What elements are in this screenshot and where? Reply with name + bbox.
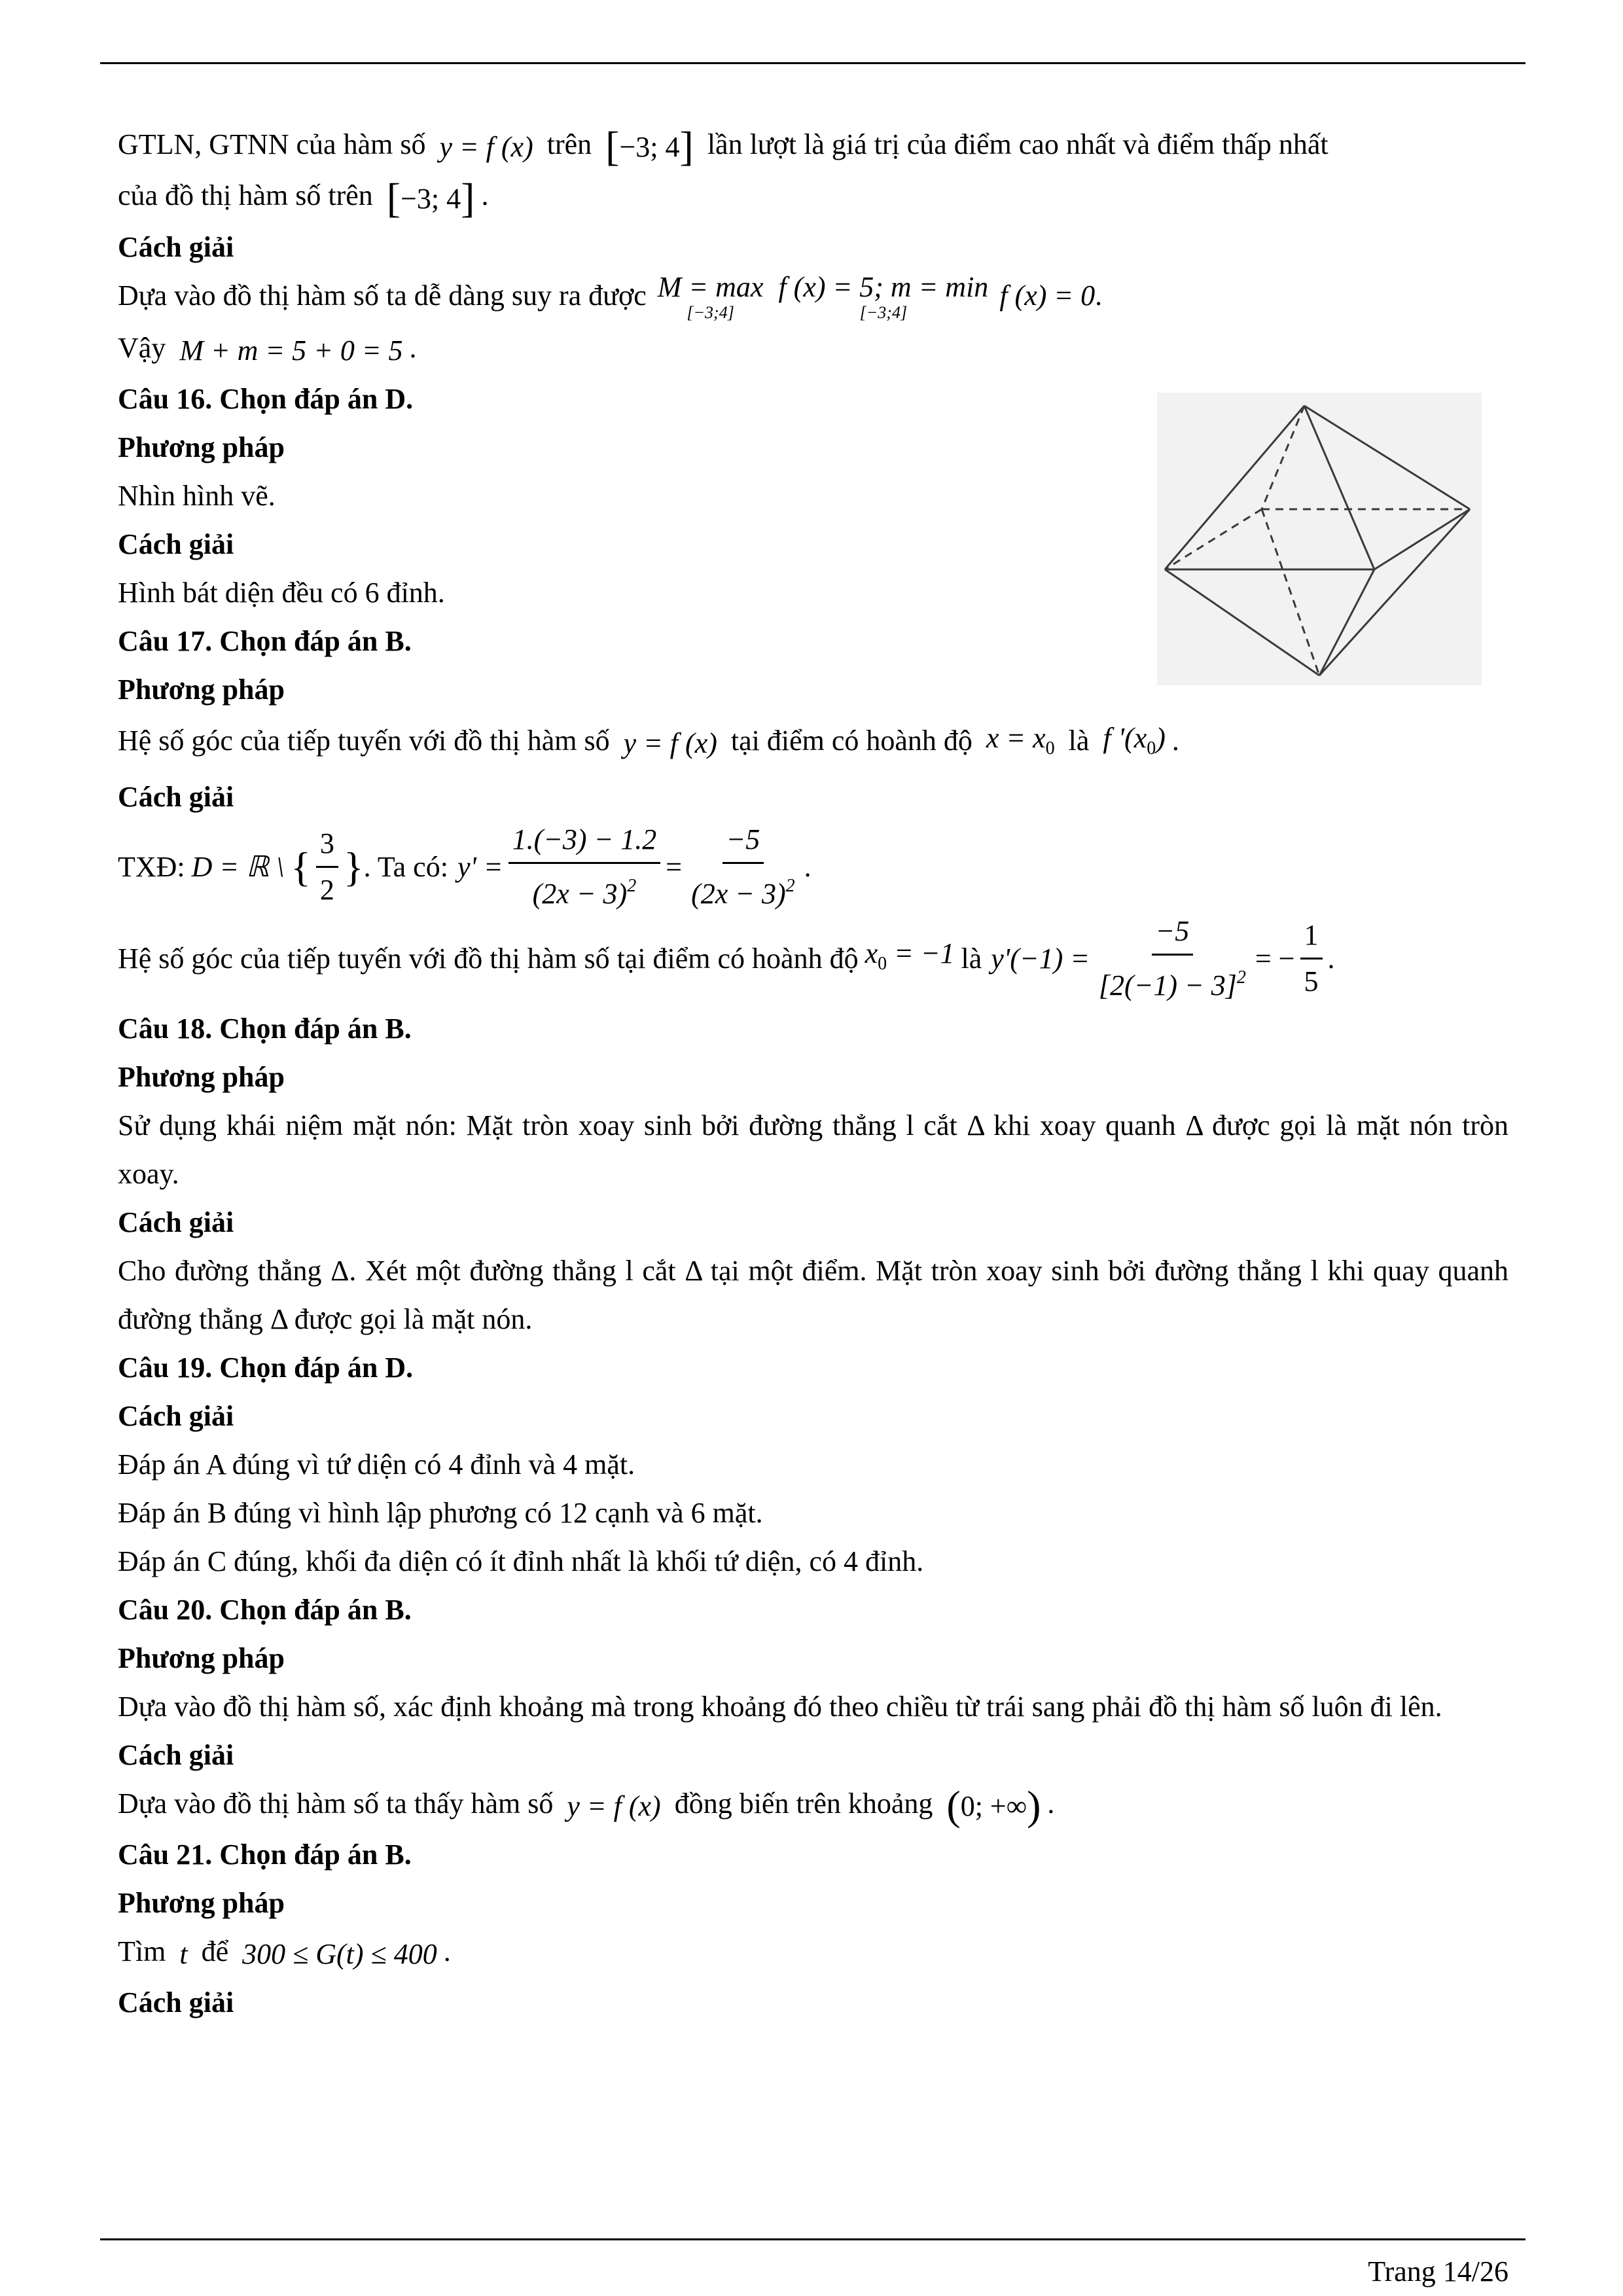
- math-domain: D = ℝ \: [191, 850, 285, 883]
- math-value: f (x) = 0: [999, 279, 1096, 312]
- q18-method: Sử dụng khái niệm mặt nón: Mặt tròn xoay sinh bởi đường thẳng l cắt Δ khi xoay quanh Δ được gọi là mặt nón tròn xoay.: [118, 1109, 1508, 1190]
- q19-title: Câu 19. Chọn đáp án D.: [118, 1351, 414, 1384]
- q19-option-a: Đáp án A đúng vì tứ diện có 4 đỉnh và 4 mặt.: [118, 1448, 635, 1480]
- q16-solution: Hình bát diện đều có 6 đỉnh.: [118, 576, 445, 609]
- math-yprime-at: y'(−1) =: [991, 942, 1090, 975]
- text: . Ta có:: [363, 850, 448, 883]
- heading-cach-giai: Cách giải: [118, 780, 234, 813]
- page-content: GTLN, GTNN của hàm số y = f (x) trên [−3; 4] lần lượt là giá trị của điểm cao nhất và điểm thấp nhất của đồ thị hàm số trên [−3; 4] . Cách giải Dựa vào đồ thị hàm số ta dễ dàng suy ra được M = max [−3;4] f (x) = 5; m = min [−3;4] f (x) = 0. Vậy M + m = 5 + 0 = 5 . Câu 16. Chọn đáp án D. Phương pháp Nhìn hình vẽ. Cách giải Hình bát diện đều có 6 đỉnh. Câu 17. Chọn đáp án B. Phương pháp Hệ số góc của tiếp tuyến với đồ thị hàm số y = f (x) tại điểm có hoành độ $x = x_0$ là f '$(x_0)$ . Cách giải TXĐ: D = ℝ \ { $\frac{3}{2}$ } . Ta có: y' = $\frac{1.(-3) - 1.2}{(2x - 3)^2}$ = $\frac{-5}{(2x - 3)^2}$ . Hệ số góc của tiếp tuyến với đồ thị hàm số tại điểm có hoành độ $x_0 = -1$ là y'(−1) = $\frac{-5}{[2(-1) - 3]^2}$ = − $\frac{1}{5}$ . Câu 18. Chọn đáp án B. Phương pháp Sử dụng khái niệm mặt nón: Mặt tròn xoay sinh bởi đường thẳng l cắt Δ khi xoay quanh Δ được gọi là mặt nón tròn xoay. Cách giải Cho đường thẳng Δ. Xét một đường thẳng l cắt Δ tại một điểm. Mặt tròn xoay sinh bởi đường thẳng l khi quay quanh đường thẳng Δ được gọi là mặt nón. Câu 19. Chọn đáp án D. Cách giải Đáp án A đúng vì tứ diện có 4 đỉnh và 4 mặt. Đáp án B đúng vì hình lập phương có 12 cạnh và 6 mặt. Đáp án C đúng, khối đa diện có ít đỉnh nhất là khối tứ diện, có 4 đỉnh. Câu 20. Chọn đáp án B. Phương pháp Dựa vào đồ thị hàm số, xác định khoảng mà trong khoảng đó theo chiều từ trái sang phải đồ thị hàm số luôn đi lên. Cách giải Dựa vào đồ thị hàm số ta thấy hàm số y = f (x) đồng biến trên khoảng (0; +∞) . Câu 21. Chọn đáp án B. Phương pháp Tìm t để 300 ≤ G(t) ≤ 400 . Cách giải: [118, 118, 1508, 2027]
- q18-title: Câu 18. Chọn đáp án B.: [118, 1012, 412, 1045]
- fraction-derivative-simplified: $\frac{-5}{(2x - 3)^2}$: [687, 820, 799, 914]
- heading-phuong-phap: Phương pháp: [118, 431, 285, 463]
- heading-phuong-phap: Phương pháp: [118, 1641, 285, 1674]
- q20-title: Câu 20. Chọn đáp án B.: [118, 1593, 412, 1626]
- math-yprime: y' =: [457, 850, 503, 883]
- text: Dựa vào đồ thị hàm số ta dễ dàng suy ra được: [118, 279, 647, 312]
- heading-cach-giai: Cách giải: [118, 1986, 234, 2019]
- page-number: Trang 14/26: [1368, 2255, 1508, 2287]
- math-inequality: 300 ≤ G(t) ≤ 400: [242, 1938, 437, 1971]
- fraction-slope: $\frac{-5}{[2(-1) - 3]^2}$: [1095, 912, 1250, 1005]
- q18-solution: Cho đường thẳng Δ. Xét một đường thẳng l cắt Δ tại một điểm. Mặt tròn xoay sinh bởi đường thẳng l khi quay quanh đường thẳng Δ được gọi là mặt nón.: [118, 1254, 1508, 1335]
- text: TXĐ:: [118, 850, 185, 883]
- heading-phuong-phap: Phương pháp: [118, 1060, 285, 1093]
- footer-rule: [100, 2238, 1525, 2240]
- text: để: [201, 1935, 229, 1968]
- text: đồng biến trên khoảng: [674, 1787, 933, 1820]
- fraction-result: $\frac{1}{5}$: [1300, 916, 1323, 1001]
- q16-method: Nhìn hình vẽ.: [118, 479, 276, 512]
- q21-title: Câu 21. Chọn đáp án B.: [118, 1839, 412, 1871]
- text: là: [961, 942, 982, 975]
- text: Hệ số góc của tiếp tuyến với đồ thị hàm số tại điểm có hoành độ: [118, 942, 859, 975]
- text: là: [1068, 724, 1090, 757]
- q16-title: Câu 16. Chọn đáp án D.: [118, 382, 414, 415]
- text: Hệ số góc của tiếp tuyến với đồ thị hàm số: [118, 724, 610, 757]
- math-interval: −3; 4: [619, 131, 680, 164]
- heading-phuong-phap: Phương pháp: [118, 1887, 285, 1920]
- math-min: f (x) = 5; m = min: [778, 270, 989, 303]
- header-rule: [100, 62, 1525, 64]
- heading-cach-giai: Cách giải: [118, 1738, 234, 1771]
- text: GTLN, GTNN của hàm số: [118, 128, 426, 160]
- math-y-fx: y = f (x): [439, 130, 533, 163]
- fraction-derivative: $\frac{1.(-3) - 1.2}{(2x - 3)^2}$: [508, 820, 661, 914]
- math-y-fx: y = f (x): [623, 726, 717, 759]
- text: Dựa vào đồ thị hàm số ta thấy hàm số: [118, 1787, 554, 1820]
- q20-method: Dựa vào đồ thị hàm số, xác định khoảng mà trong khoảng đó theo chiều từ trái sang phải đồ thị hàm số luôn đi lên.: [118, 1690, 1442, 1723]
- math-interval: −3; 4: [401, 182, 461, 215]
- text: trên: [546, 128, 592, 160]
- text: Tìm: [118, 1935, 166, 1968]
- q19-option-b: Đáp án B đúng vì hình lập phương có 12 cạnh và 6 mặt.: [118, 1496, 763, 1529]
- text: của đồ thị hàm số trên: [118, 179, 373, 212]
- heading-cach-giai: Cách giải: [118, 528, 234, 560]
- text: tại điểm có hoành độ: [730, 724, 972, 757]
- math-sum: M + m = 5 + 0 = 5: [179, 334, 403, 367]
- heading-phuong-phap: Phương pháp: [118, 673, 285, 706]
- text: lần lượt là giá trị của điểm cao nhất và điểm thấp nhất: [707, 128, 1329, 160]
- math-t: t: [179, 1938, 188, 1971]
- heading-cach-giai: Cách giải: [118, 230, 234, 263]
- q17-title: Câu 17. Chọn đáp án B.: [118, 624, 412, 657]
- math-max: M = max: [657, 270, 764, 303]
- text: Vậy: [118, 331, 166, 364]
- heading-cach-giai: Cách giải: [118, 1399, 234, 1432]
- math-interval: 0; +∞: [960, 1790, 1027, 1823]
- math-y-fx: y = f (x): [567, 1789, 661, 1822]
- heading-cach-giai: Cách giải: [118, 1206, 234, 1238]
- q19-option-c: Đáp án C đúng, khối đa diện có ít đỉnh nhất là khối tứ diện, có 4 đỉnh.: [118, 1545, 924, 1577]
